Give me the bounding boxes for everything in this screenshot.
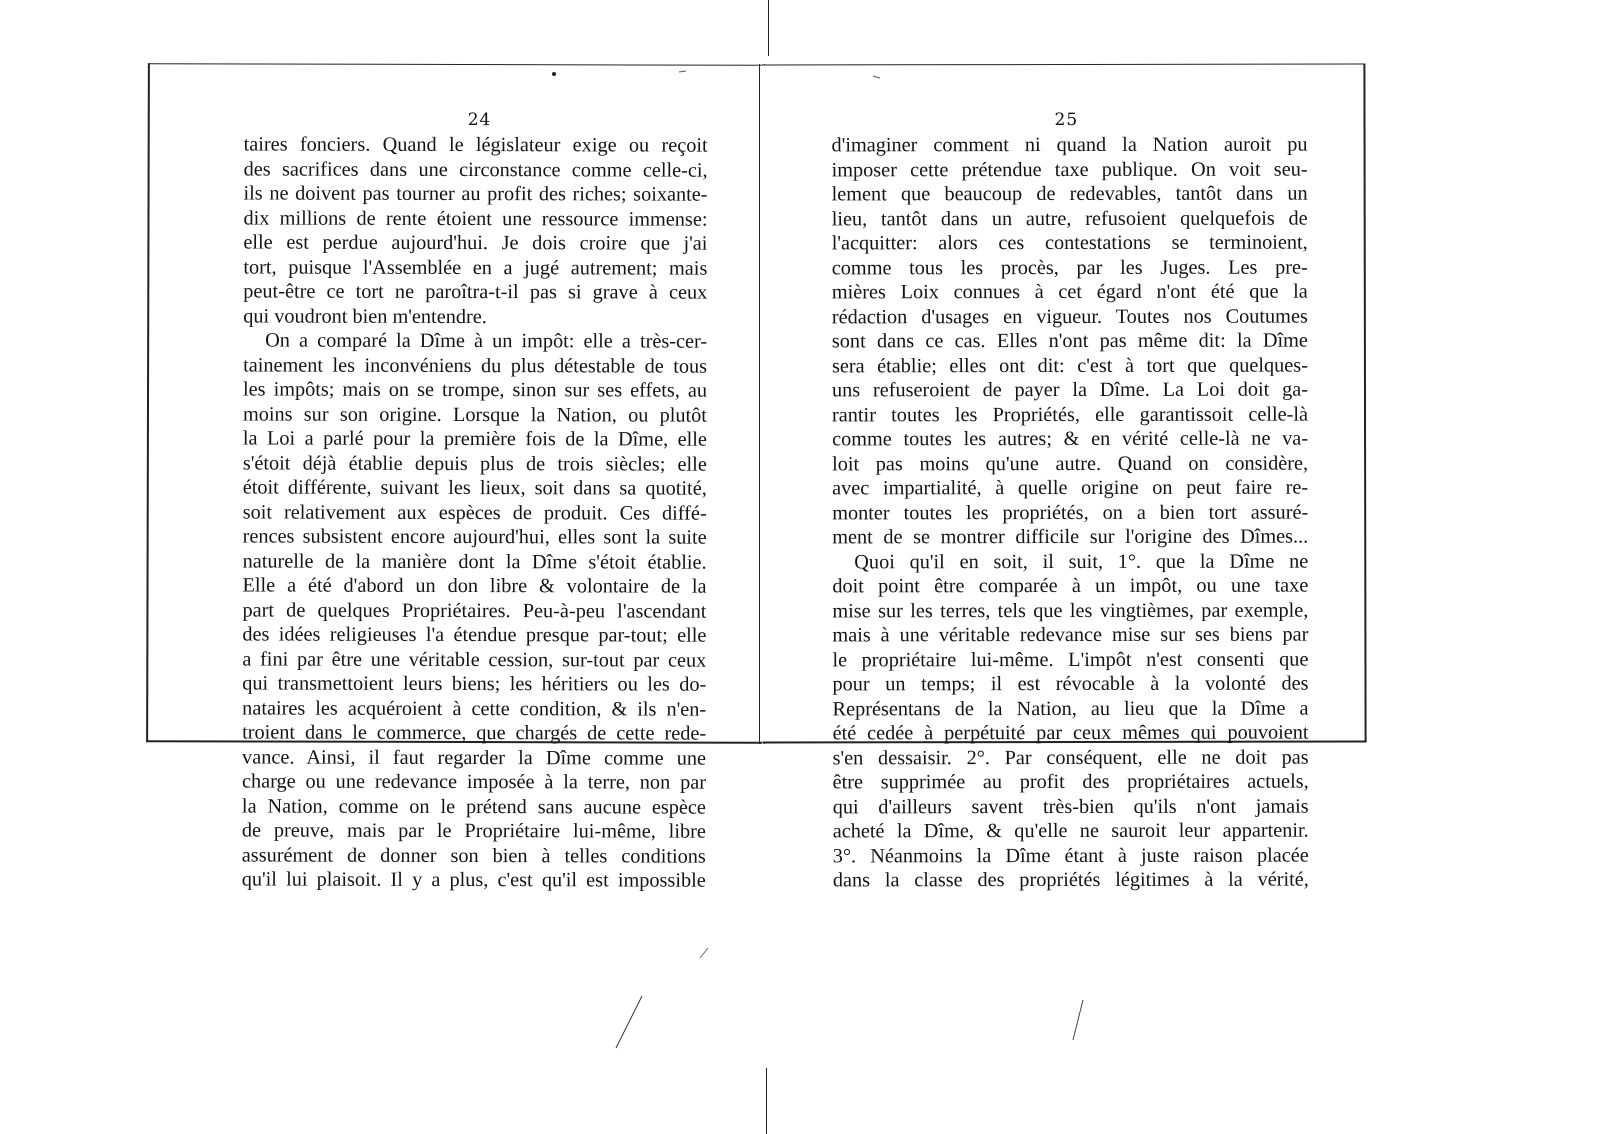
text-line: part de quelques Propriétaires. Peu-à-peu l'ascendant: [242, 598, 707, 623]
text-line: s'en dessaisir. 2°. Par conséquent, elle ne doit pas: [832, 746, 1309, 769]
text-line: 3°. Néanmoins la Dîme étant à juste raison placée: [832, 844, 1309, 867]
text-line: peut-être ce tort ne paroîtra-t-il pas si grave à ceux: [243, 280, 708, 304]
paper-crease: [616, 996, 642, 1048]
text-line: dans la classe des propriétés légitimes à la vérité,: [832, 868, 1309, 892]
text-line: ils ne doivent pas tourner au profit des riches; soixante-: [243, 182, 708, 206]
text-line: charge ou une redevance imposée à la terre, non par: [241, 770, 707, 794]
text-line: comme toutes les autres; & en vérité celle-là ne va-: [832, 427, 1309, 451]
text-line: mières Loix connues à cet égard n'ont été que la: [831, 280, 1308, 304]
text-line: qui transmettoient leurs biens; les héritiers ou les do-: [242, 672, 707, 696]
text-line: imposer cette prétendue taxe publique. On voit seu-: [831, 158, 1308, 181]
text-line: été cedée à perpétuité par ceux mêmes qui pouvoient: [832, 721, 1309, 745]
text-line: uns refuseroient de payer la Dîme. La Loi doit ga-: [831, 378, 1308, 402]
gutter-line-bottom: [766, 1068, 767, 1134]
text-line: mais à une véritable redevance mise sur ses biens par: [832, 623, 1309, 647]
gutter-line-top: [768, 0, 769, 56]
text-line: Quoi qu'il en soit, il suit, 1°. que la Dîme ne: [854, 550, 1309, 573]
text-line: assurément de donner son bien à telles conditions: [241, 843, 706, 868]
text-line: des sacrifices dans une circonstance comme celle-ci,: [243, 157, 708, 182]
text-line: vance. Ainsi, il faut regarder la Dîme comme une: [242, 745, 707, 770]
text-line: elle est perdue aujourd'hui. Je dois croire que j'ai: [243, 231, 708, 255]
text-line: s'étoit déjà établie depuis plus de trois siècles; elle: [242, 451, 707, 476]
text-line: troient dans le commerce, que chargés de cette rede-: [242, 721, 707, 745]
text-line: comme tous les procès, par les Juges. Les pre-: [831, 256, 1308, 279]
left-page-text: [242, 132, 708, 893]
text-line: rantir toutes les Propriétés, elle garantissoit celle-là: [832, 403, 1309, 426]
text-line: sera établie; elles ont dit: c'est à tort que quelques-: [831, 354, 1308, 377]
text-line: dix millions de rente étoient une ressource immense:: [243, 206, 708, 231]
text-line: étoit différente, suivant les lieux, soit dans sa quotité,: [242, 476, 707, 500]
right-page-text: [832, 133, 1309, 893]
text-line: On a comparé la Dîme à un impôt: elle a très-cer-: [265, 329, 708, 353]
text-line: soit relativement aux espèces de produit. Ces diffé-: [242, 500, 707, 525]
right-page: [761, 63, 1366, 892]
text-line: lieu, tantôt dans un autre, refusoient quelquefois de: [831, 207, 1308, 230]
paper-crease: [700, 948, 708, 958]
paper-crease: [1073, 1000, 1083, 1040]
text-line: lement que beaucoup de redevables, tantôt dans un: [831, 182, 1308, 206]
text-line: taires fonciers. Quand le législateur exige ou reçoit: [243, 133, 708, 157]
text-line: rences subsistent encore aujourd'hui, elles sont la suite: [242, 525, 707, 549]
right-page-number: 25: [1054, 109, 1079, 131]
text-line: loit pas moins qu'une autre. Quand on considère,: [832, 452, 1309, 475]
text-line: qu'il lui plaisoit. Il y a plus, c'est qu'il est impossible: [241, 868, 706, 892]
text-line: avec impartialité, à quelle origine on peut faire re-: [832, 476, 1309, 500]
text-line: ment de se montrer difficile sur l'origine des Dîmes...: [832, 525, 1309, 549]
text-line: le propriétaire lui-même. L'impôt n'est consenti que: [832, 648, 1309, 671]
text-line: doit point être comparée à un impôt, ou une taxe: [832, 574, 1309, 598]
text-line: la Loi a parlé pour la première fois de la Dîme, elle: [242, 427, 707, 451]
text-line: des idées religieuses l'a étendue presque par-tout; elle: [242, 623, 707, 647]
text-line: Elle a été d'abord un don libre & volontaire de la: [242, 574, 707, 598]
text-line: pour un temps; il est révocable à la volonté des: [832, 672, 1309, 696]
text-line: de preuve, mais par le Propriétaire lui-même, libre: [241, 819, 706, 843]
text-line: naturelle de la manière dont la Dîme s'étoit établie.: [242, 549, 707, 574]
text-line: être supprimée au profit des propriétaires actuels,: [832, 770, 1309, 794]
text-line: sont dans ce cas. Elles n'ont pas même dit: la Dîme: [831, 329, 1308, 353]
text-line: a fini par être une véritable cession, sur-tout par ceux: [242, 647, 707, 672]
text-line: acheté la Dîme, & qu'elle ne sauroit leur appartenir.: [832, 819, 1309, 843]
left-page-number: 24: [467, 110, 492, 131]
text-line: moins sur son origine. Lorsque la Nation, ou plutôt: [242, 402, 707, 427]
left-page: [146, 63, 764, 892]
text-line: Représentans de la Nation, au lieu que la Dîme a: [832, 697, 1309, 720]
text-line: qui d'ailleurs savent très-bien qu'ils n'ont jamais: [832, 795, 1309, 818]
text-line: monter toutes les propriétés, on a bien tort assuré-: [832, 501, 1309, 524]
text-line: d'imaginer comment ni quand la Nation auroit pu: [831, 133, 1308, 157]
text-line: tort, puisque l'Assemblée en a jugé autrement; mais: [243, 255, 708, 280]
text-line: mise sur les terres, tels que les vingtièmes, par exemple,: [832, 599, 1309, 622]
text-line: rédaction d'usages en vigueur. Toutes nos Coutumes: [831, 305, 1308, 328]
text-line: les impôts; mais on se trompe, sinon sur ses effets, au: [243, 378, 708, 402]
text-line: qui voudront bien m'entendre.: [243, 304, 487, 328]
text-line: l'acquitter: alors ces contestations se terminoient,: [831, 231, 1308, 255]
text-line: la Nation, comme on le prétend sans aucune espèce: [241, 794, 706, 819]
text-line: nataires les acquéroient à cette condition, & ils n'en-: [242, 696, 707, 721]
text-line: tainement les inconvéniens du plus détestable de tous: [243, 353, 708, 378]
